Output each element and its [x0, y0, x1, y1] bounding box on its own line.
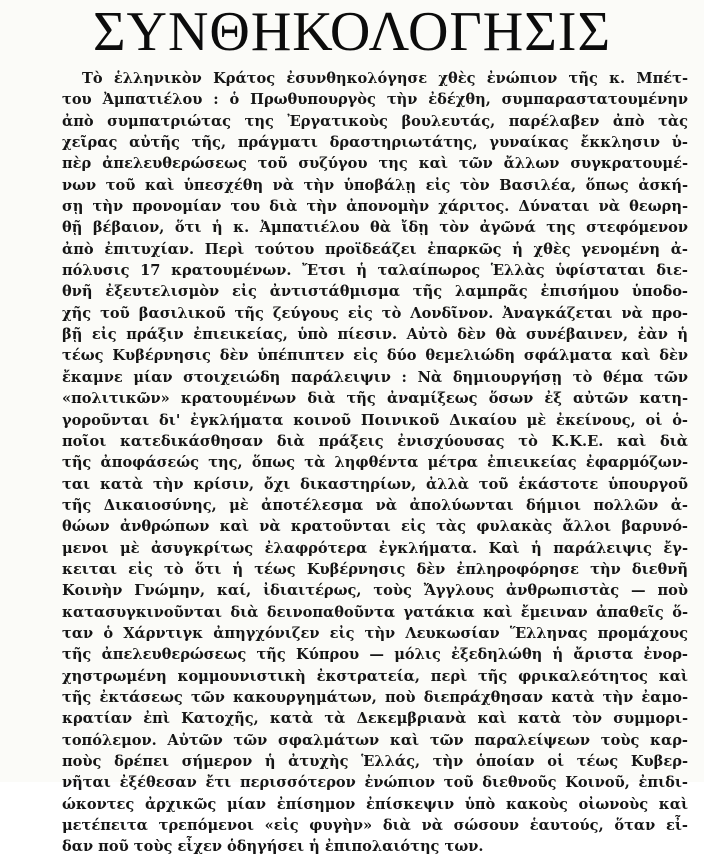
article-line: βῇ εἰς πράξιν ἐπιεικείας, ὑπὸ πίεσιν. Αὐτὸ δὲν θὰ συνέβαινεν, ἐὰν ἡ	[62, 326, 688, 344]
article-line: τέως Κυβέρνησις δὲν ὑπέπιπτεν εἰς δύο θεμελιώδη σφάλματα καὶ δὲν	[62, 347, 688, 365]
article-line: ποὺς δρέπει σήμερον ἡ ἀτυχὴς Ἑλλάς, τὴν ὁποίαν οἱ τέως Κυβερ-	[62, 753, 688, 770]
article-line: ἀπὸ συμπατριώτας της Ἐργατικοὺς βουλευτάς, παρέλαβεν ἀπὸ τὰς	[62, 112, 688, 130]
article-line: μετέπειτα τρεπόμενοι «εἰς φυγὴν» διὰ νὰ σώσουν ἑαυτούς, ὅταν εἶ-	[62, 817, 688, 835]
article-line: του Ἀμπατιέλου : ὁ Πρωθυπουργὸς τὴν ἐδέχθη, συμπαραστατουμένην	[62, 91, 688, 109]
article-line: δαν ποῦ τοὺς εἶχεν ὁδηγήσει ἡ ἐπιπολαιότης των.	[62, 838, 484, 856]
article-line: σῃ τὴν προνομίαν του διὰ τὴν ἀπονομὴν χάριτος. Δύναται νὰ θεωρη-	[62, 198, 688, 216]
article-line: θώων ἀνθρώπων καὶ νὰ κρατοῦνται εἰς τὰς φυλακὰς ἄλλοι βαρυνό-	[62, 518, 688, 536]
article-line: Τὸ ἑλληνικὸν Κράτος ἐσυνθηκολόγησε χθὲς ἐνώπιον τῆς κ. Μπέτ-	[82, 70, 688, 87]
article-line: τῆς ἐκτάσεως τῶν κακουργημάτων, ποὺ διεπράχθησαν κατὰ τὴν ἐαμο-	[62, 688, 688, 706]
article-line: κειται εἰς τὸ ὅτι ἡ τέως Κυβέρνησις δὲν ἐπληροφόρησε τὴν διεθνῆ	[62, 560, 688, 578]
article-line: ποῖοι κατεδικάσθησαν διὰ πράξεις ἐνισχύουσας τὸ Κ.Κ.Ε. καὶ διὰ	[62, 432, 688, 450]
article-line: θνῆ ἐξευτελισμὸν εἰς ἀντιστάθμισμα τῆς λαμπρᾶς ἐπισήμου ὑποδο-	[62, 283, 688, 301]
article-line: κατασυγκινοῦνται διὰ δεινοπαθοῦντα γατάκια καὶ ἔμειναν ἀπαθεῖς ὅ-	[62, 603, 688, 621]
article-line: ται κατὰ τὴν κρίσιν, ὄχι δικαστηρίων, ἀλλὰ τοῦ ἑκάστοτε ὑπουργοῦ	[62, 475, 688, 493]
article-line: «πολιτικῶν» κρατουμένων διὰ τῆς ἀναμίξεως ὅσων ἐξ αὐτῶν κατη-	[62, 390, 688, 408]
article-line: πὲρ ἀπελευθερώσεως τοῦ συζύγου της καὶ τῶν ἄλλων συγκρατουμέ-	[62, 155, 688, 173]
article-line: χηστρωμένη κομμουνιστικὴ ἐκστρατεία, περὶ τῆς φρικαλεότητος καὶ	[62, 667, 688, 685]
article-line: κρατίαν ἐπὶ Κατοχῆς, κατὰ τὰ Δεκεμβριανὰ καὶ κατὰ τὸν συμμορι-	[62, 710, 688, 728]
article-line: ώκοντες ἀρχικῶς μίαν ἐπίσημον ἐπίσκεψιν ὑπὸ κακοὺς οἰωνοὺς καὶ	[62, 795, 688, 813]
article-line: Κοινὴν Γνώμην, καί, ἰδιαιτέρως, τοὺς Ἄγγλους ἀνθρωπιστὰς — ποὺ	[62, 582, 688, 600]
article-line: ταν ὁ Χάρντιγκ ἀπηγχόνιζεν εἰς τὴν Λευκωσίαν Ἕλληνας προμάχους	[62, 624, 688, 642]
article-line: μενοι μὲ ἀσυγκρίτως ἐλαφρότερα ἐγκλήματα. Καὶ ἡ παράλειψις ἔγ-	[62, 539, 688, 557]
article-body	[62, 68, 688, 858]
article-line: τοπόλεμον. Αὐτῶν τῶν σφαλμάτων καὶ τῶν παραλείψεων τοὺς καρ-	[62, 731, 688, 749]
article-line: ἀπὸ ἐπιτυχίαν. Περὶ τούτου προϊδεάζει ἐπαρκῶς ἡ χθὲς γενομένη ἀ-	[62, 240, 688, 258]
article-line: νων τοῦ καὶ ὑπεσχέθη νὰ τὴν ὑποβάλῃ εἰς τὸν Βασιλέα, ὅπως ἀσκή-	[62, 176, 688, 194]
article-line: πόλυσις 17 κρατουμένων. Ἔτσι ἡ ταλαίπωρος Ἑλλὰς ὑφίσταται διε-	[62, 262, 688, 280]
article-line: τῆς Δικαιοσύνης, μὲ ἀποτέλεσμα νὰ ἀπολύωνται δήμιοι πολλῶν ἀ-	[62, 496, 688, 514]
article-line: θῇ βέβαιον, ὅτι ἡ κ. Ἀμπατιέλου θὰ ἴδῃ τὸν ἀγῶνά της στεφόμενον	[62, 219, 688, 237]
article-line: χῆς τοῦ βασιλικοῦ τῆς ζεύγους εἰς τὸ Λονδῖνον. Ἀναγκάζεται νὰ προ-	[62, 304, 688, 322]
article-line: τῆς ἀπελευθερώσεως τῆς Κύπρου — μόλις ἐξεδηλώθη ἡ ἄριστα ἐνορ-	[62, 646, 688, 664]
article-line: νῆται ἐξέθεσαν ἔτι περισσότερον ἐνώπιον τοῦ διεθνοῦς Κοινοῦ, ἐπιδι-	[62, 774, 688, 792]
headline: ΣΥΝΘΗΚΟΛΟΓΗΣΙΣ	[92, 1, 612, 63]
article-line: χεῖρας αὐτῆς τῆς, πράγματι δραστηριωτάτης, γυναίκας ἔκκλησιν ὑ-	[62, 134, 688, 152]
article-line: ἔκαμνε μίαν στοιχειώδη παράλειψιν : Νὰ δημιουργήσῃ τὸ θέμα τῶν	[62, 368, 688, 386]
article-line: γοροῦνται δι' ἐγκλήματα κοινοῦ Ποινικοῦ Δικαίου μὲ ἐκείνους, οἱ ὁ-	[62, 411, 688, 429]
article-line: τῆς ἀποφάσεώς της, ὅπως τὰ ληφθέντα μέτρα ἐπιεικείας ἐφαρμόζων-	[62, 454, 688, 472]
